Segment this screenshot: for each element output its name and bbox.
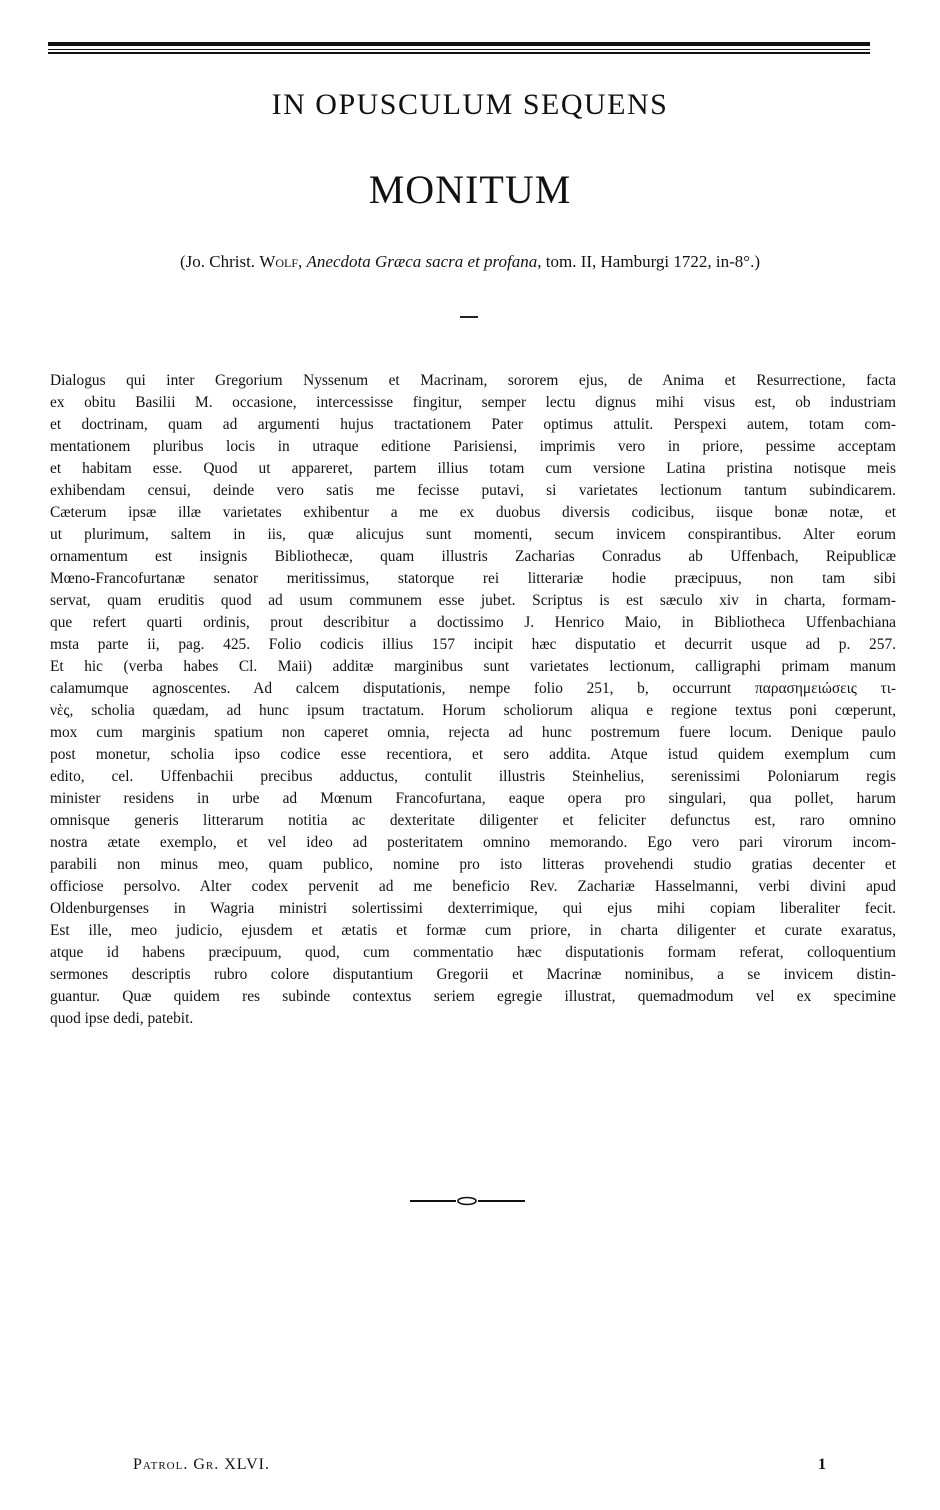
body-line: mox cum marginis spatium non caperet omnia, rejecta ad hunc postremum fuere locum. Denique paulo — [50, 724, 896, 741]
body-line: officiose persolvo. Alter codex pervenit ad me beneficio Rev. Zachariæ Hasselmanni, verbi divini apud — [50, 878, 896, 895]
separator-dash — [460, 316, 478, 318]
citation-author: Wolf — [259, 252, 299, 271]
body-line: quod ipse dedi, patebit. — [50, 1010, 194, 1027]
body-line: que refert quarti ordinis, prout describitur a doctissimo J. Henrico Maio, in Bibliotheca Uffenbachiana — [50, 614, 896, 631]
body-line: ut plurimum, saltem in iis, quæ alicujus sunt momenti, secum invicem conspirantibus. Alter eorum — [50, 526, 896, 543]
body-line: edito, cel. Uffenbachii precibus adductus, contulit illustris Steinhelius, serenissimi Poloniarum regis — [50, 768, 896, 785]
top-rule — [48, 42, 870, 54]
source-citation — [0, 252, 940, 272]
body-line: exhibendam censui, deinde vero satis me fecisse putavi, si varietates lectionum tantum subindicarem. — [50, 482, 896, 499]
page-subtitle: MONITUM — [368, 167, 572, 212]
ornament-divider — [410, 1196, 525, 1206]
body-line: ex obitu Basilii M. occasione, intercessisse fingitur, semper lectu dignus mihi visus est, ob industriam — [50, 394, 896, 411]
body-line: msta parte ii, pag. 425. Folio codicis illius 157 incipit hæc disputatio et decurrit usque ad p. 257. — [50, 636, 896, 653]
citation-rest: , tom. II, Hamburgi 1722, in-8°.) — [537, 252, 761, 271]
body-line: guantur. Quæ quidem res subinde contextus seriem egregie illustrat, quemadmodum vel ex specimine — [50, 988, 896, 1005]
body-line: servat, quam eruditis quod ad usum communem esse jubet. Scriptus is est sæculo xiv in charta, formam- — [50, 592, 896, 609]
body-line: nostra ætate exemplo, et vel ideo ad posteritatem omnino memorando. Ego vero pari virorum incom- — [50, 834, 896, 851]
body-line: νὲς, scholia quædam, ad hunc ipsum tractatum. Horum scholiorum aliqua e regione textus poni cœperunt, — [50, 702, 896, 719]
footer-volume: Patrol. Gr. XLVI. — [133, 1456, 270, 1473]
page-title: IN OPUSCULUM SEQUENS — [271, 88, 669, 121]
body-line: calamumque agnoscentes. Ad calcem disputationis, nempe folio 251, b, occurrunt παρασημειώσεις τι- — [50, 680, 896, 697]
body-line: parabili non minus meo, quam publico, nomine pro isto litteras provehendi studio gratias decenter et — [50, 856, 896, 873]
body-line: Est ille, meo judicio, ejusdem et ætatis et formæ cum priore, in charta diligenter et curate exaratus, — [50, 922, 896, 939]
body-line: sermones descriptis rubro colore disputantium Gregorii et Macrinæ nominibus, a se invicem distin- — [50, 966, 896, 983]
body-line: Dialogus qui inter Gregorium Nyssenum et Macrinam, sororem ejus, de Anima et Resurrectione, facta — [50, 372, 896, 389]
body-line: Cæterum ipsæ illæ varietates exhibentur a me ex duobus diversis codicibus, iisque bonæ notæ, et — [50, 504, 896, 521]
citation-sep: , — [298, 252, 307, 271]
body-line: atque id habens præcipuum, quod, cum commentatio hæc disputationis formam referat, colloquentium — [50, 944, 896, 961]
citation-work: Anecdota Græca sacra et profana — [306, 252, 538, 271]
body-line: et doctrinam, quam ad argumenti hujus tractationem Pater optimus attulit. Perspexi autem, totam com- — [50, 416, 896, 433]
body-line: mentationem pluribus locis in utraque editione Parisiensi, imprimis vero in priore, pessime acceptam — [50, 438, 896, 455]
body-line: Mœno-Francofurtanæ senator meritissimus, statorque rei litterariæ hodie præcipuus, non tam sibi — [50, 570, 896, 587]
body-line: Et hic (verba habes Cl. Maii) additæ marginibus sunt varietates lectionum, calligraphi primam manum — [50, 658, 896, 675]
body-line: omnisque generis litterarum notitia ac dexteritate diligenter et feliciter defunctus est, raro omnino — [50, 812, 896, 829]
footer-signature: 1 — [818, 1456, 826, 1473]
body-line: minister residens in urbe ad Mœnum Francofurtana, eaque opera pro singulari, qua pollet, harum — [50, 790, 896, 807]
body-line: post monetur, scholia ipso codice esse recentiora, et sero addita. Atque istud quidem exemplum cum — [50, 746, 896, 763]
body-line: et habitam esse. Quod ut appareret, partem illius totam cum versione Latina pristina notisque meis — [50, 460, 896, 477]
body-line: ornamentum est insignis Bibliothecæ, quam illustris Zacharias Conradus ab Uffenbach, Reipublicæ — [50, 548, 896, 565]
body-line: Oldenburgenses in Wagria ministri solertissimi dexterrimique, qui ejus mihi copiam liberaliter fecit. — [50, 900, 896, 917]
citation-open: (Jo. Christ. — [179, 252, 260, 271]
body-text — [50, 370, 896, 1030]
